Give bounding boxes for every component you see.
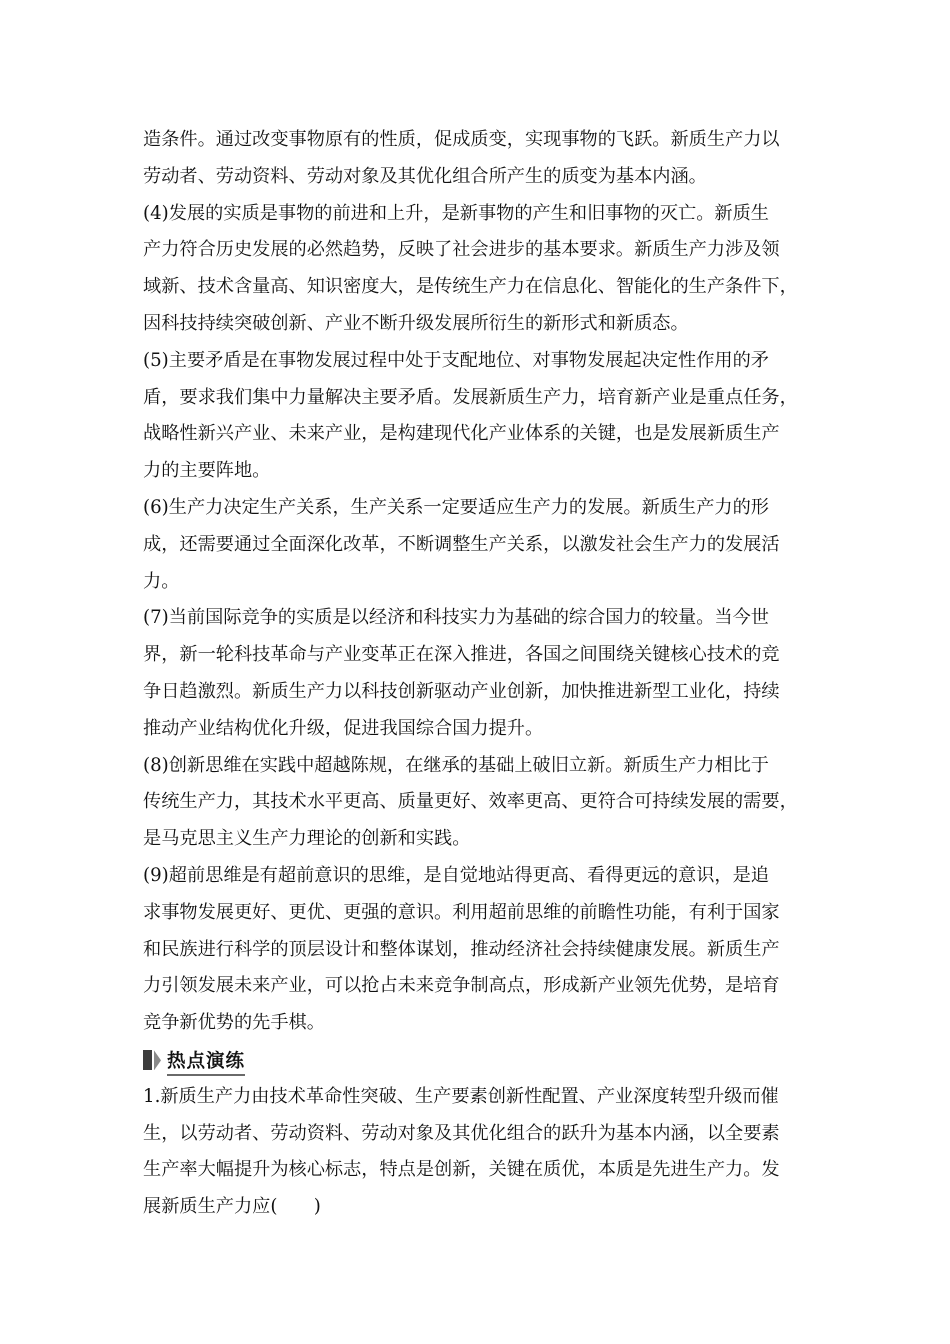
- section-heading: [143, 1042, 817, 1079]
- text-line: 产力符合历史发展的必然趋势，反映了社会进步的基本要求。新质生产力涉及领: [143, 239, 780, 261]
- text-line: (8)创新思维在实践中超越陈规，在继承的基础上破旧立新。新质生产力相比于: [143, 754, 769, 776]
- text-line: 传统生产力，其技术水平更高、质量更好、效率更高、更符合可持续发展的需要，: [143, 791, 798, 813]
- text-line: 成，还需要通过全面深化改革，不断调整生产关系，以激发社会生产力的发展活: [143, 533, 780, 555]
- text-line: 力的主要阵地。: [143, 460, 271, 482]
- text-line: 力。: [143, 570, 180, 592]
- section-heading-title: 热点演练: [167, 1047, 245, 1073]
- text-line: 界，新一轮科技革命与产业变革正在深入推进，各国之间围绕关键核心技术的竞: [143, 644, 780, 666]
- text-line: (7)当前国际竞争的实质是以经济和科技实力为基础的综合国力的较量。当今世: [143, 607, 769, 629]
- text-line: 推动产业结构优化升级，促进我国综合国力提升。: [143, 717, 544, 739]
- text-line: 劳动者、劳动资料、劳动对象及其优化组合所产生的质变为基本内涵。: [143, 165, 707, 187]
- text-line: (9)超前思维是有超前意识的思维，是自觉地站得更高、看得更远的意识，是追: [143, 864, 769, 886]
- text-line: 盾，要求我们集中力量解决主要矛盾。发展新质生产力，培育新产业是重点任务，: [143, 386, 798, 408]
- heading-marker-icon: [143, 1049, 161, 1071]
- question-line: 展新质生产力应( ): [143, 1196, 321, 1218]
- question-line: 1.新质生产力由技术革命性突破、生产要素创新性配置、产业深度转型升级而催: [143, 1085, 779, 1107]
- text-line: 和民族进行科学的顶层设计和整体谋划，推动经济社会持续健康发展。新质生产: [143, 938, 780, 960]
- text-line: 争日趋激烈。新质生产力以科技创新驱动产业创新，加快推进新型工业化，持续: [143, 680, 780, 702]
- text-line: 求事物发展更好、更优、更强的意识。利用超前思维的前瞻性功能，有利于国家: [143, 901, 780, 923]
- text-line: 造条件。通过改变事物原有的性质，促成质变，实现事物的飞跃。新质生产力以: [143, 129, 780, 150]
- question-line: 生，以劳动者、劳动资料、劳动对象及其优化组合的跃升为基本内涵，以全要素: [143, 1122, 780, 1144]
- text-line: 竞争新优势的先手棋。: [143, 1012, 325, 1034]
- text-line: 力引领发展未来产业，可以抢占未来竞争制高点，形成新产业领先优势，是培育: [143, 975, 780, 997]
- text-line: 是马克思主义生产力理论的创新和实践。: [143, 828, 471, 850]
- text-line: 战略性新兴产业、未来产业，是构建现代化产业体系的关键，也是发展新质生产: [143, 423, 780, 445]
- text-line: 因科技持续突破创新、产业不断升级发展所衍生的新形式和新质态。: [143, 312, 689, 334]
- text-line: (4)发展的实质是事物的前进和上升，是新事物的产生和旧事物的灭亡。新质生: [143, 202, 769, 224]
- document-body: [143, 122, 817, 1226]
- question-line: 生产率大幅提升为核心标志，特点是创新，关键在质优，本质是先进生产力。发: [143, 1159, 780, 1181]
- text-line: (5)主要矛盾是在事物发展过程中处于支配地位、对事物发展起决定性作用的矛: [143, 349, 769, 371]
- text-line: 域新、技术含量高、知识密度大，是传统生产力在信息化、智能化的生产条件下，: [143, 276, 798, 298]
- text-line: (6)生产力决定生产关系，生产关系一定要适应生产力的发展。新质生产力的形: [143, 496, 769, 518]
